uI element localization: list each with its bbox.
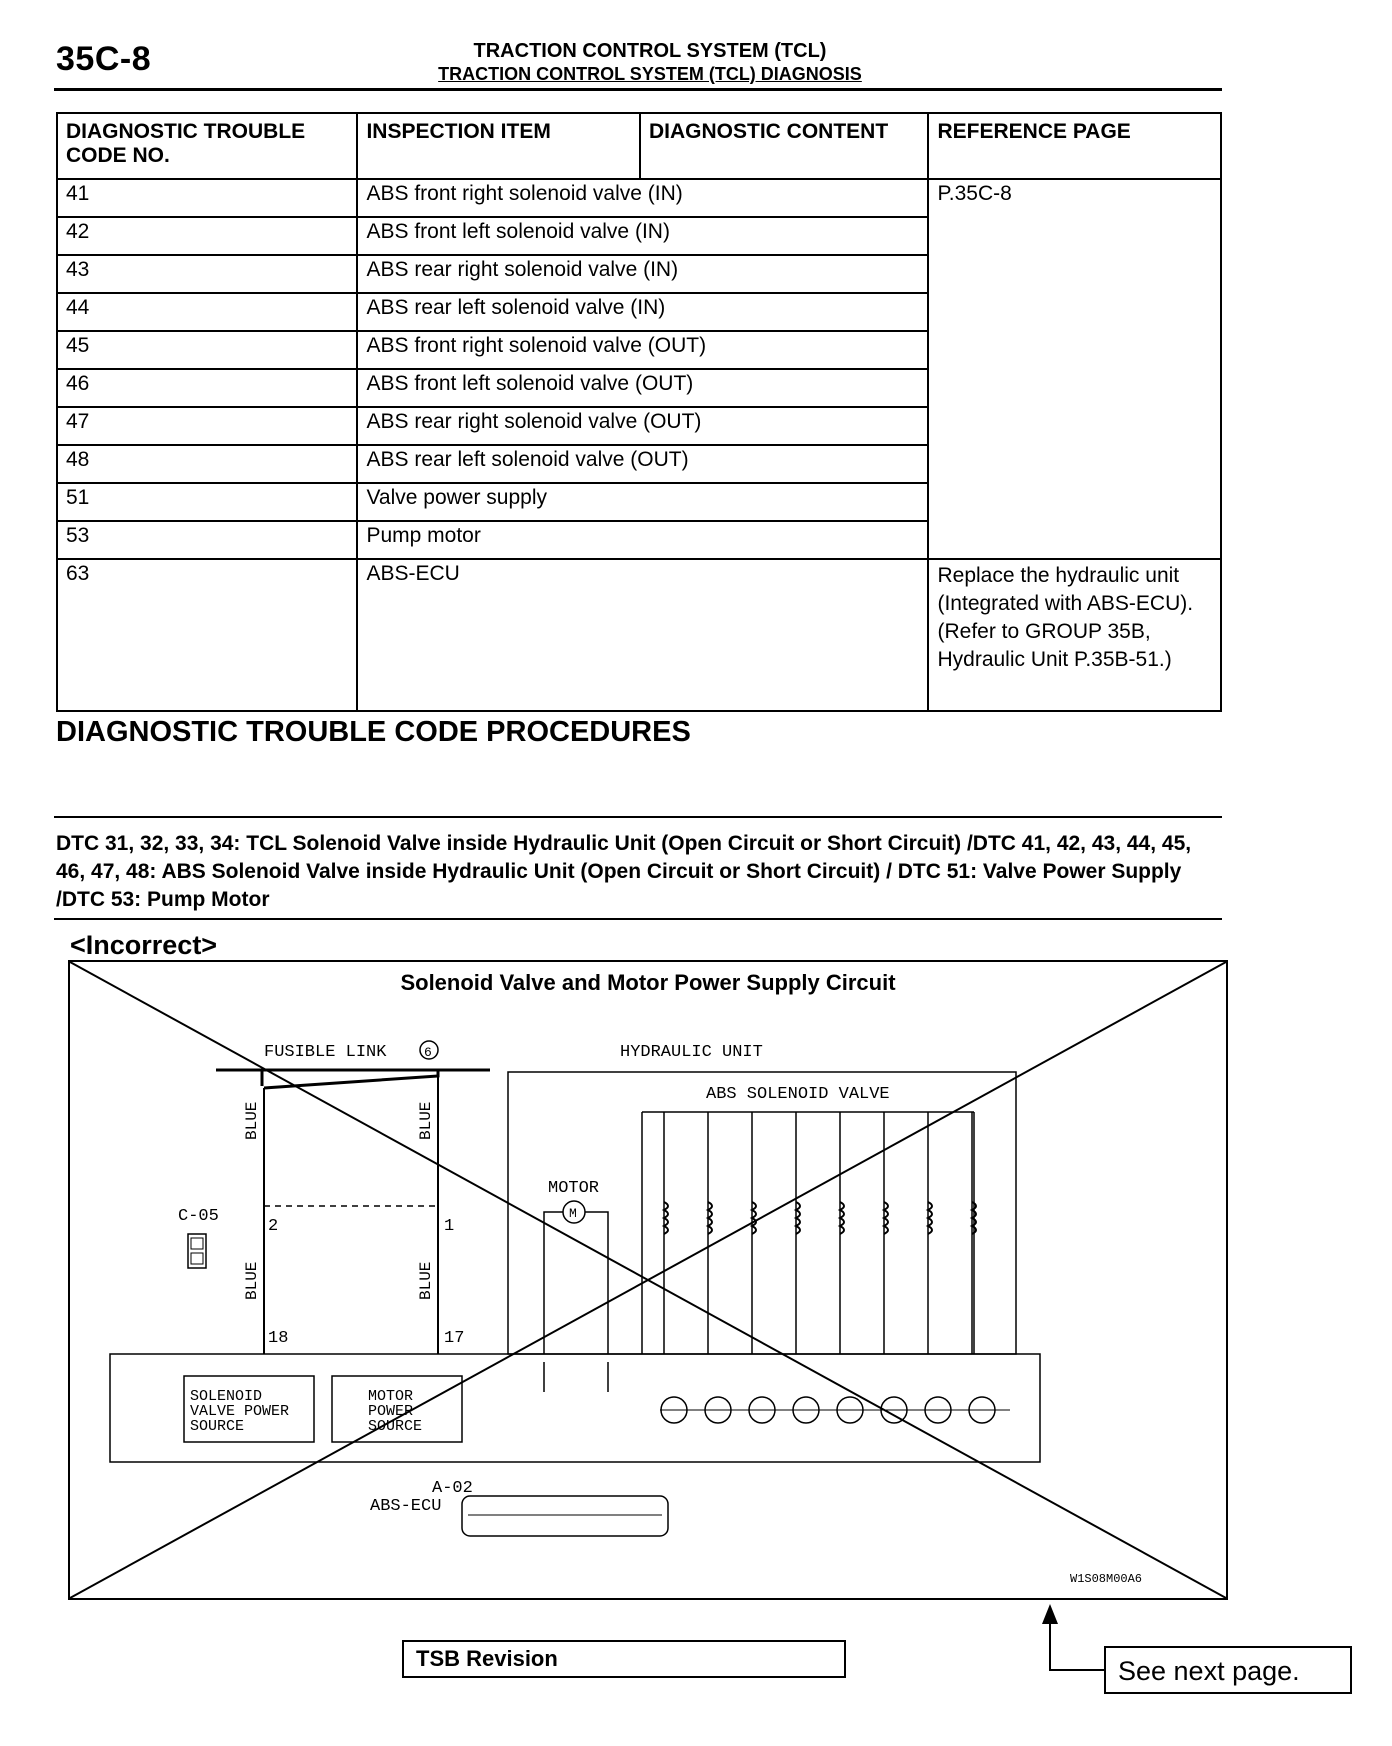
table-row bbox=[57, 179, 1221, 217]
hydraulic-unit-box bbox=[508, 1072, 1016, 1354]
header-rule bbox=[54, 88, 1222, 91]
motor-source-text: MOTOR bbox=[368, 1388, 414, 1405]
solenoid-source-text: SOURCE bbox=[190, 1418, 245, 1435]
table-header-row bbox=[57, 113, 1221, 179]
inspection-item: Pump motor bbox=[357, 521, 928, 559]
connector-a02-icon bbox=[462, 1496, 668, 1536]
wire-color-label: BLUE bbox=[243, 1101, 261, 1140]
pin-label: 1 bbox=[444, 1217, 455, 1236]
inspection-item: ABS front right solenoid valve (OUT) bbox=[357, 331, 928, 369]
figure-code: W1S08M00A6 bbox=[1070, 1572, 1143, 1586]
inspection-item: ABS rear right solenoid valve (IN) bbox=[357, 255, 928, 293]
inspection-item: ABS rear left solenoid valve (IN) bbox=[357, 293, 928, 331]
hydraulic-unit-label: HYDRAULIC UNIT bbox=[620, 1043, 763, 1062]
connector-c05-label: C-05 bbox=[178, 1207, 219, 1226]
fusible-link-number: 6 bbox=[424, 1045, 432, 1060]
dtc-code: 63 bbox=[57, 559, 357, 711]
section-title: DIAGNOSTIC TROUBLE CODE PROCEDURES bbox=[56, 716, 691, 748]
page-number: 35C-8 bbox=[56, 40, 152, 78]
pointer-arrow-icon bbox=[1040, 1604, 1110, 1694]
wire-color-label: BLUE bbox=[417, 1101, 435, 1140]
section-rule-bottom bbox=[54, 918, 1222, 920]
connector-pin-icon bbox=[191, 1238, 203, 1249]
solenoid-source-text: VALVE POWER bbox=[190, 1403, 290, 1420]
chapter-title: TRACTION CONTROL SYSTEM (TCL) bbox=[473, 40, 827, 62]
inspection-item: ABS front left solenoid valve (IN) bbox=[357, 217, 928, 255]
abs-solenoid-valve-label: ABS SOLENOID VALVE bbox=[706, 1085, 890, 1104]
circuit-drawing bbox=[70, 962, 1226, 1598]
inspection-item: Valve power supply bbox=[357, 483, 928, 521]
header-reference: REFERENCE PAGE bbox=[928, 113, 1221, 179]
header-content: DIAGNOSTIC CONTENT bbox=[640, 113, 929, 179]
dtc-code: 48 bbox=[57, 445, 357, 483]
dtc-code: 46 bbox=[57, 369, 357, 407]
reference-page: P.35C-8 bbox=[928, 179, 1221, 559]
inspection-item: ABS rear right solenoid valve (OUT) bbox=[357, 407, 928, 445]
dtc-code: 42 bbox=[57, 217, 357, 255]
inspection-item: ABS rear left solenoid valve (OUT) bbox=[357, 445, 928, 483]
ecu-label: ABS-ECU bbox=[370, 1497, 442, 1516]
fuse-element bbox=[262, 1070, 438, 1088]
fusible-link-label: FUSIBLE LINK bbox=[264, 1043, 387, 1062]
motor-wire bbox=[544, 1212, 563, 1222]
solenoid-source-text: SOLENOID bbox=[190, 1388, 263, 1405]
motor-wire bbox=[585, 1212, 608, 1222]
pin-label: 17 bbox=[444, 1329, 465, 1348]
header-code: DIAGNOSTIC TROUBLE CODE NO. bbox=[57, 113, 357, 179]
dtc-code: 44 bbox=[57, 293, 357, 331]
wiring-diagram bbox=[68, 960, 1228, 1600]
wire-color-label: BLUE bbox=[243, 1261, 261, 1300]
dtc-code: 41 bbox=[57, 179, 357, 217]
inspection-item: ABS-ECU bbox=[357, 559, 928, 711]
header-item: INSPECTION ITEM bbox=[357, 113, 640, 179]
reference-note: Replace the hydraulic unit (Integrated with ABS-ECU). (Refer to GROUP 35B, Hydraulic Unit P.35B-51.) bbox=[928, 559, 1221, 711]
motor-symbol-letter: M bbox=[569, 1206, 577, 1221]
see-next-page-box: See next page. bbox=[1104, 1646, 1352, 1694]
incorrect-label: <Incorrect> bbox=[70, 930, 218, 960]
tsb-revision-box: TSB Revision bbox=[402, 1640, 846, 1678]
diagram-title: Solenoid Valve and Motor Power Supply Circuit bbox=[400, 970, 896, 995]
transistor-array bbox=[660, 1397, 1010, 1423]
dtc-code: 53 bbox=[57, 521, 357, 559]
section-rule-top bbox=[54, 816, 1222, 818]
table-row bbox=[57, 559, 1221, 711]
inspection-item: ABS front right solenoid valve (IN) bbox=[357, 179, 928, 217]
dtc-code: 43 bbox=[57, 255, 357, 293]
dtc-table bbox=[56, 112, 1222, 712]
inspection-item: ABS front left solenoid valve (OUT) bbox=[357, 369, 928, 407]
dtc-code: 51 bbox=[57, 483, 357, 521]
connector-pin-icon bbox=[191, 1253, 203, 1264]
dtc-description: DTC 31, 32, 33, 34: TCL Solenoid Valve inside Hydraulic Unit (Open Circuit or Short Circuit) /DTC 41, 42, 43, 44, 45, 46, 47, 48: ABS Solenoid Valve inside Hydraulic Unit (Open Circuit or Short Circuit) / DTC 51: Valve Power Supply /DTC 53: Pump Motor bbox=[56, 832, 1192, 911]
dtc-code: 47 bbox=[57, 407, 357, 445]
solenoid-coils bbox=[664, 1112, 976, 1354]
connector-a02-label: A-02 bbox=[432, 1479, 473, 1498]
pin-label: 18 bbox=[268, 1329, 289, 1348]
arrow-head bbox=[1042, 1604, 1058, 1624]
wire-color-label: BLUE bbox=[417, 1261, 435, 1300]
pin-label: 2 bbox=[268, 1217, 279, 1236]
motor-source-text: SOURCE bbox=[368, 1418, 423, 1435]
section-subtitle: TRACTION CONTROL SYSTEM (TCL) DIAGNOSIS bbox=[438, 64, 862, 84]
motor-label: MOTOR bbox=[548, 1179, 600, 1198]
arrow-line bbox=[1050, 1624, 1104, 1670]
motor-source-text: POWER bbox=[368, 1403, 414, 1420]
dtc-code: 45 bbox=[57, 331, 357, 369]
